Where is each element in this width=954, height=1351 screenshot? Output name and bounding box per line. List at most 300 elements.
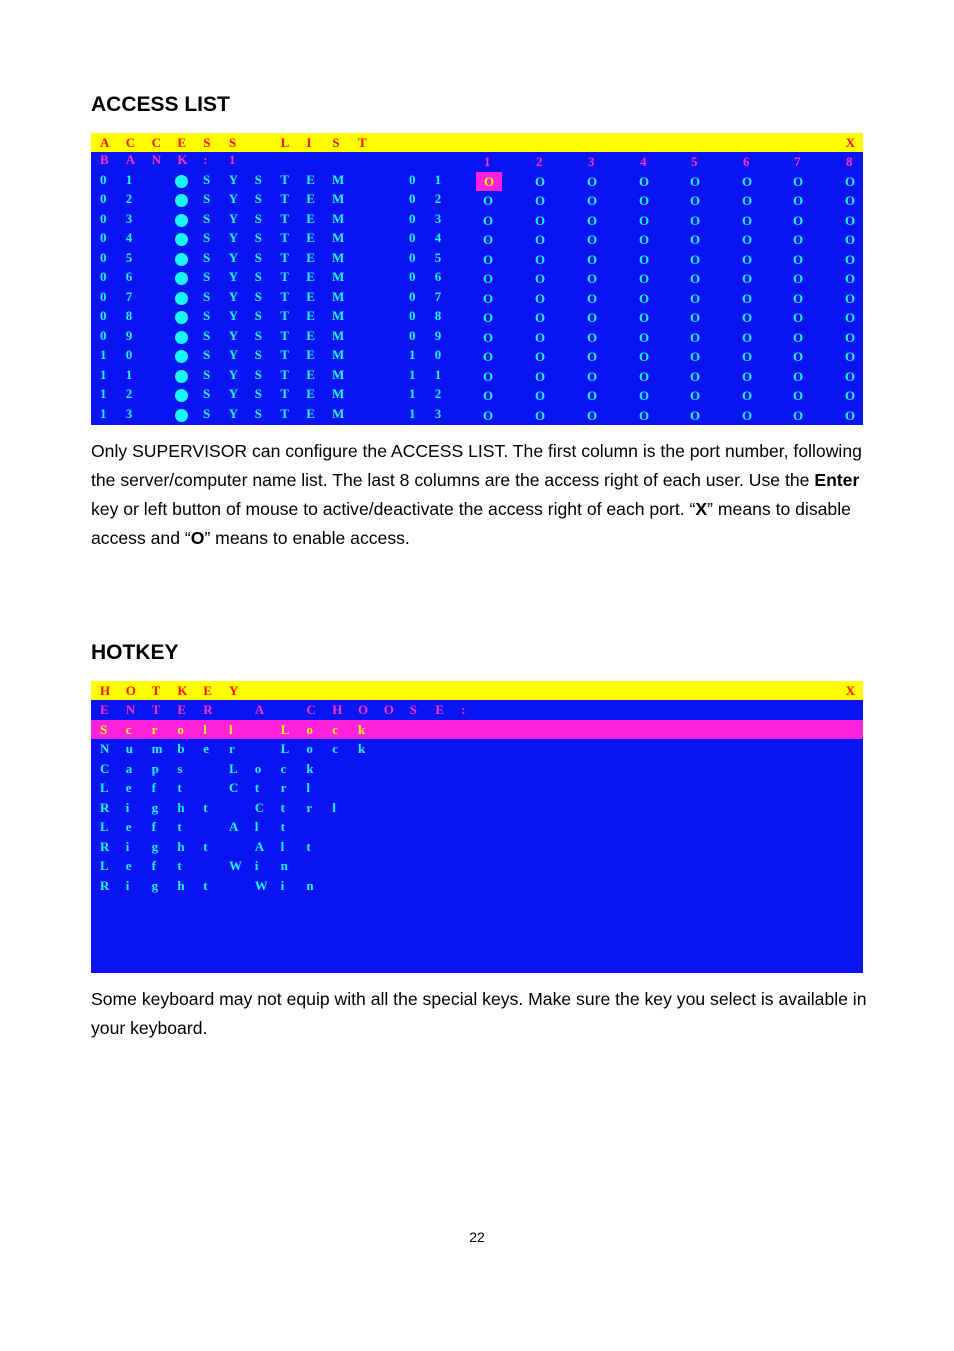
osd-char: E [100,702,109,717]
osd-char: 0 [409,269,416,284]
access-toggle[interactable]: O [483,290,494,306]
osd-char: 0 [100,210,107,226]
osd-char: c [125,721,132,737]
access-toggle[interactable]: O [742,173,753,189]
osd-char: S [100,721,108,737]
osd-char: T [280,366,290,382]
osd-char: S [254,405,262,421]
osd-char: C [254,799,265,815]
access-row [91,308,863,328]
access-toggle[interactable]: O [639,329,650,345]
osd-char: R [100,838,110,854]
osd-char: 0 [409,308,416,323]
osd-char: C [125,135,136,150]
osd-char: 1 [100,405,107,421]
osd-char: E [306,230,315,245]
access-toggle[interactable]: O [742,388,753,403]
osd-char: S [332,135,340,150]
osd-char: k [306,760,314,776]
access-toggle[interactable]: O [639,388,650,403]
status-dot-icon [175,409,188,422]
access-toggle[interactable]: O [793,349,804,364]
access-toggle[interactable]: O [742,329,753,345]
access-toggle[interactable]: O [793,232,804,247]
osd-char: C [229,780,239,795]
access-toggle[interactable]: O [639,407,650,423]
osd-char: E [306,308,315,323]
access-toggle[interactable]: O [742,193,753,208]
osd-char: r [229,741,235,756]
access-toggle[interactable]: O [742,232,753,247]
access-toggle[interactable]: O [535,173,546,189]
osd-char: S [254,366,262,382]
osd-char: e [125,780,132,795]
osd-char: H [100,683,111,698]
access-toggle[interactable]: O [639,290,650,306]
access-toggle[interactable]: O [742,251,753,267]
osd-char: S [203,269,211,284]
osd-char: N [125,702,136,717]
osd-char: Y [228,230,239,245]
close-button[interactable]: X [845,135,855,150]
osd-char: 9 [125,327,133,343]
access-toggle[interactable]: O [845,173,856,189]
osd-char: 7 [434,288,442,304]
user-column-header: 2 [536,154,543,169]
access-toggle[interactable]: O [483,251,494,267]
status-dot-icon [175,311,188,324]
osd-char: c [280,760,287,776]
osd-char: A [254,702,265,717]
osd-char: A [229,819,239,834]
osd-char: 0 [409,230,416,245]
osd-char: 3 [434,210,442,226]
access-toggle[interactable]: O [690,232,701,247]
access-row [91,191,863,211]
access-toggle[interactable]: O [483,193,494,208]
access-toggle[interactable]: O [535,368,546,384]
osd-char: 1 [434,366,442,382]
access-row [91,211,863,231]
osd-char: N [151,152,161,167]
osd-char: g [151,799,159,815]
osd-char: 7 [125,288,133,304]
status-dot-icon [175,389,188,402]
osd-char: g [151,838,159,854]
hotkey-option[interactable] [91,817,863,837]
access-toggle[interactable]: O [587,368,598,384]
access-toggle[interactable]: O [535,310,546,325]
osd-char: 3 [125,210,133,226]
osd-char: M [332,210,345,226]
access-toggle[interactable]: O [535,407,546,423]
osd-char: t [203,838,208,854]
osd-char: S [203,210,211,226]
osd-char: T [151,702,161,717]
access-toggle[interactable]: O [845,271,856,286]
osd-char: R [203,702,213,717]
osd-char: T [151,683,161,698]
hotkey-option[interactable] [91,798,863,818]
osd-char: N [100,741,110,756]
osd-char: f [151,858,156,873]
osd-char: E [177,135,187,150]
access-toggle[interactable]: O [483,388,494,403]
access-toggle[interactable]: O [587,407,598,423]
osd-char: o [254,760,262,776]
access-toggle[interactable]: O [587,232,598,247]
hotkey-option[interactable] [91,720,863,740]
osd-char: O [383,702,394,717]
osd-char: 0 [409,191,416,206]
osd-char: T [280,269,290,284]
osd-char: 0 [100,230,107,245]
osd-char: n [306,877,314,893]
access-toggle[interactable]: O [690,173,701,189]
access-toggle[interactable]: O [535,388,546,403]
access-toggle[interactable]: O [587,212,598,228]
user-column-header: 4 [640,154,647,169]
access-toggle[interactable]: O [587,193,598,208]
access-toggle[interactable]: O [483,368,494,384]
access-toggle[interactable]: O [483,310,494,325]
osd-char: l [203,721,207,737]
osd-char: 1 [409,405,416,421]
osd-char: 3 [125,405,133,421]
access-toggle[interactable]: O [845,349,856,364]
access-toggle[interactable]: O [742,349,753,364]
osd-char: t [177,858,182,873]
osd-char: u [125,741,134,756]
access-toggle[interactable]: O [690,271,701,286]
osd-char: 8 [125,308,133,323]
osd-char: S [203,171,211,187]
osd-char: 0 [100,288,107,304]
access-toggle[interactable]: O [742,271,753,286]
osd-char: S [254,210,262,226]
osd-char: S [254,386,262,401]
osd-char: 6 [125,269,133,284]
osd-char: t [254,780,260,795]
user-column-header: 1 [484,154,491,169]
access-toggle[interactable]: O [535,193,546,208]
access-toggle[interactable]: O [587,329,598,345]
access-toggle[interactable]: O [639,212,650,228]
osd-char: M [332,230,345,245]
osd-char: S [203,230,211,245]
osd-char: L [280,721,290,737]
access-toggle[interactable]: O [845,310,856,325]
osd-char: 1 [434,171,442,187]
access-toggle[interactable]: O [793,407,804,423]
access-toggle[interactable]: O [476,172,502,192]
osd-char: M [332,347,345,362]
osd-char: M [332,288,345,304]
hotkey-option[interactable] [91,739,863,759]
osd-char: a [125,760,133,776]
access-toggle[interactable]: O [587,388,598,403]
osd-char: t [177,819,182,834]
osd-char: r [280,780,287,795]
user-column-header: 8 [846,154,853,169]
access-toggle[interactable]: O [690,388,701,403]
access-toggle[interactable]: O [793,290,804,306]
osd-char: 1 [100,347,107,362]
status-dot-icon [175,331,188,344]
access-toggle[interactable]: O [587,310,598,325]
access-toggle[interactable]: O [535,349,546,364]
osd-char: r [306,799,313,815]
osd-char: Y [229,683,239,698]
osd-char: S [203,249,211,265]
osd-char: 1 [229,152,236,167]
access-toggle[interactable]: O [639,173,650,189]
access-toggle[interactable]: O [639,368,650,384]
close-button[interactable]: X [845,683,855,698]
osd-char: 1 [409,347,416,362]
osd-char: e [203,741,209,756]
osd-char: T [280,288,290,304]
access-toggle[interactable]: O [639,310,650,325]
osd-char: C [151,135,161,150]
osd-char: n [280,858,288,873]
access-toggle[interactable]: O [690,368,701,384]
access-toggle[interactable]: O [483,271,494,286]
osd-char: A [100,135,110,150]
osd-char: E [306,347,315,362]
osd-char: 4 [125,230,133,245]
access-toggle[interactable]: O [845,407,856,423]
user-column-header: 6 [743,154,750,169]
osd-char: e [125,858,132,873]
access-toggle[interactable]: O [690,349,701,364]
access-toggle[interactable]: O [690,193,701,208]
access-toggle[interactable]: O [639,251,650,267]
access-toggle[interactable]: O [587,251,598,267]
access-toggle[interactable]: O [535,251,546,267]
access-toggle[interactable]: O [845,251,856,267]
osd-char: 2 [434,191,442,206]
osd-char: C [100,760,110,776]
osd-char: E [306,386,315,401]
osd-char: S [254,347,262,362]
osd-char: 0 [100,269,107,284]
access-toggle[interactable]: O [535,290,546,306]
osd-char: S [203,191,211,206]
osd-char: 1 [409,366,416,382]
osd-char: 0 [100,308,107,323]
status-dot-icon [175,253,188,266]
access-toggle[interactable]: O [845,290,856,306]
osd-char: g [151,877,159,893]
access-toggle[interactable]: O [742,407,753,423]
osd-char: S [254,269,262,284]
osd-char: t [203,877,208,893]
osd-char: T [280,327,290,343]
access-toggle[interactable]: O [639,232,650,247]
access-toggle[interactable]: O [793,193,804,208]
osd-char: L [100,819,109,834]
osd-char: E [306,191,315,206]
access-toggle[interactable]: O [793,212,804,228]
access-toggle[interactable]: O [845,232,856,247]
osd-char: l [229,721,233,737]
osd-char: Y [228,347,239,362]
osd-char: k [358,741,366,756]
osd-char: i [125,799,130,815]
access-toggle[interactable]: O [587,290,598,306]
osd-char: T [280,405,290,421]
osd-char: h [177,838,185,854]
osd-char: t [177,780,182,795]
access-toggle[interactable]: O [483,329,494,345]
hotkey-description: Some keyboard may not equip with all the special keys. Make sure the key you select is available in your keyboard. [91,989,867,1038]
access-toggle[interactable]: O [690,251,701,267]
hotkey-option[interactable] [91,876,863,896]
access-toggle[interactable]: O [793,271,804,286]
access-row [91,269,863,289]
osd-char: L [100,858,109,873]
osd-char: Y [228,308,239,323]
osd-char: c [332,721,338,737]
access-toggle[interactable]: O [742,290,753,306]
osd-char: h [177,877,185,893]
access-toggle[interactable]: O [742,368,753,384]
access-toggle[interactable]: O [690,212,701,228]
access-toggle[interactable]: O [483,212,494,228]
access-toggle[interactable]: O [793,310,804,325]
osd-char: T [358,135,367,150]
access-toggle[interactable]: O [639,193,650,208]
access-toggle[interactable]: O [793,173,804,189]
osd-char: T [280,347,290,362]
access-toggle[interactable]: O [690,290,701,306]
osd-char: 0 [434,347,442,362]
osd-char: S [254,230,262,245]
access-toggle[interactable]: O [587,271,598,286]
access-toggle[interactable]: O [690,329,701,345]
osd-char: O [125,683,136,698]
status-dot-icon [175,292,188,305]
hotkey-heading: HOTKEY [91,641,179,664]
osd-char: A [125,152,136,167]
hotkey-option[interactable] [91,759,863,779]
osd-char: M [332,327,345,343]
osd-char: s [177,760,183,776]
status-dot-icon [175,370,188,383]
osd-char: K [177,683,188,698]
access-row [91,386,863,406]
access-toggle[interactable]: O [587,173,598,189]
access-toggle[interactable]: O [793,368,804,384]
osd-char: e [125,819,132,834]
osd-char: l [306,780,311,795]
access-toggle[interactable]: O [535,329,546,345]
osd-char: H [332,702,343,717]
access-toggle[interactable]: O [690,407,701,423]
osd-char: M [332,171,345,187]
access-toggle[interactable]: O [690,310,701,325]
status-dot-icon [175,175,188,188]
hotkey-option[interactable] [91,837,863,857]
osd-char: E [306,288,315,304]
access-toggle[interactable]: O [742,212,753,228]
osd-char: E [306,171,315,187]
access-toggle[interactable]: O [845,193,856,208]
osd-char: M [332,191,345,206]
status-dot-icon [175,272,188,285]
access-toggle[interactable]: O [742,310,753,325]
access-toggle[interactable]: O [793,329,804,345]
desc-x: X [695,499,708,519]
osd-char: 0 [125,347,133,362]
access-toggle[interactable]: O [793,388,804,403]
osd-char: l [280,838,285,854]
access-toggle[interactable]: O [587,349,598,364]
access-toggle[interactable]: O [535,271,546,286]
osd-char: 2 [125,191,133,206]
osd-char: m [151,741,163,756]
osd-char: p [151,760,159,776]
osd-char: E [306,405,315,421]
access-toggle[interactable]: O [845,368,856,384]
access-toggle[interactable]: O [793,251,804,267]
access-list-heading: ACCESS LIST [91,93,230,116]
osd-char: f [151,780,156,795]
osd-char: i [125,838,130,854]
access-toggle[interactable]: O [483,349,494,364]
osd-char: t [280,819,285,834]
osd-char: S [203,288,211,304]
osd-char: A [254,838,265,854]
access-toggle[interactable]: O [639,349,650,364]
access-toggle[interactable]: O [483,407,494,423]
access-toggle[interactable]: O [639,271,650,286]
osd-char: f [151,819,156,834]
osd-char: h [177,799,185,815]
access-toggle[interactable]: O [845,329,856,345]
osd-char: 0 [409,288,416,304]
osd-char: M [332,308,345,323]
access-toggle[interactable]: O [535,232,546,247]
page-number: 22 [469,1229,485,1245]
osd-char: 6 [434,269,442,284]
hotkey-option[interactable] [91,856,863,876]
hotkey-osd [91,681,863,973]
access-row [91,230,863,250]
hotkey-option[interactable] [91,778,863,798]
osd-char: o [306,741,313,756]
access-toggle[interactable]: O [483,232,494,247]
user-column-header: 5 [691,154,698,169]
hotkey-title-bar [91,681,863,700]
osd-char: S [229,135,237,150]
access-list-osd [91,133,863,425]
access-toggle[interactable]: O [535,212,546,228]
osd-char: Y [228,249,239,265]
osd-char: o [306,721,313,737]
osd-char: W [254,877,268,893]
osd-char: 2 [125,386,133,401]
access-toggle[interactable]: O [845,212,856,228]
status-dot-icon [175,214,188,227]
osd-char: C [306,702,316,717]
access-row [91,289,863,309]
access-toggle[interactable]: O [845,388,856,403]
bank-header-row [91,152,863,172]
access-row [91,347,863,367]
osd-char: b [177,741,185,756]
